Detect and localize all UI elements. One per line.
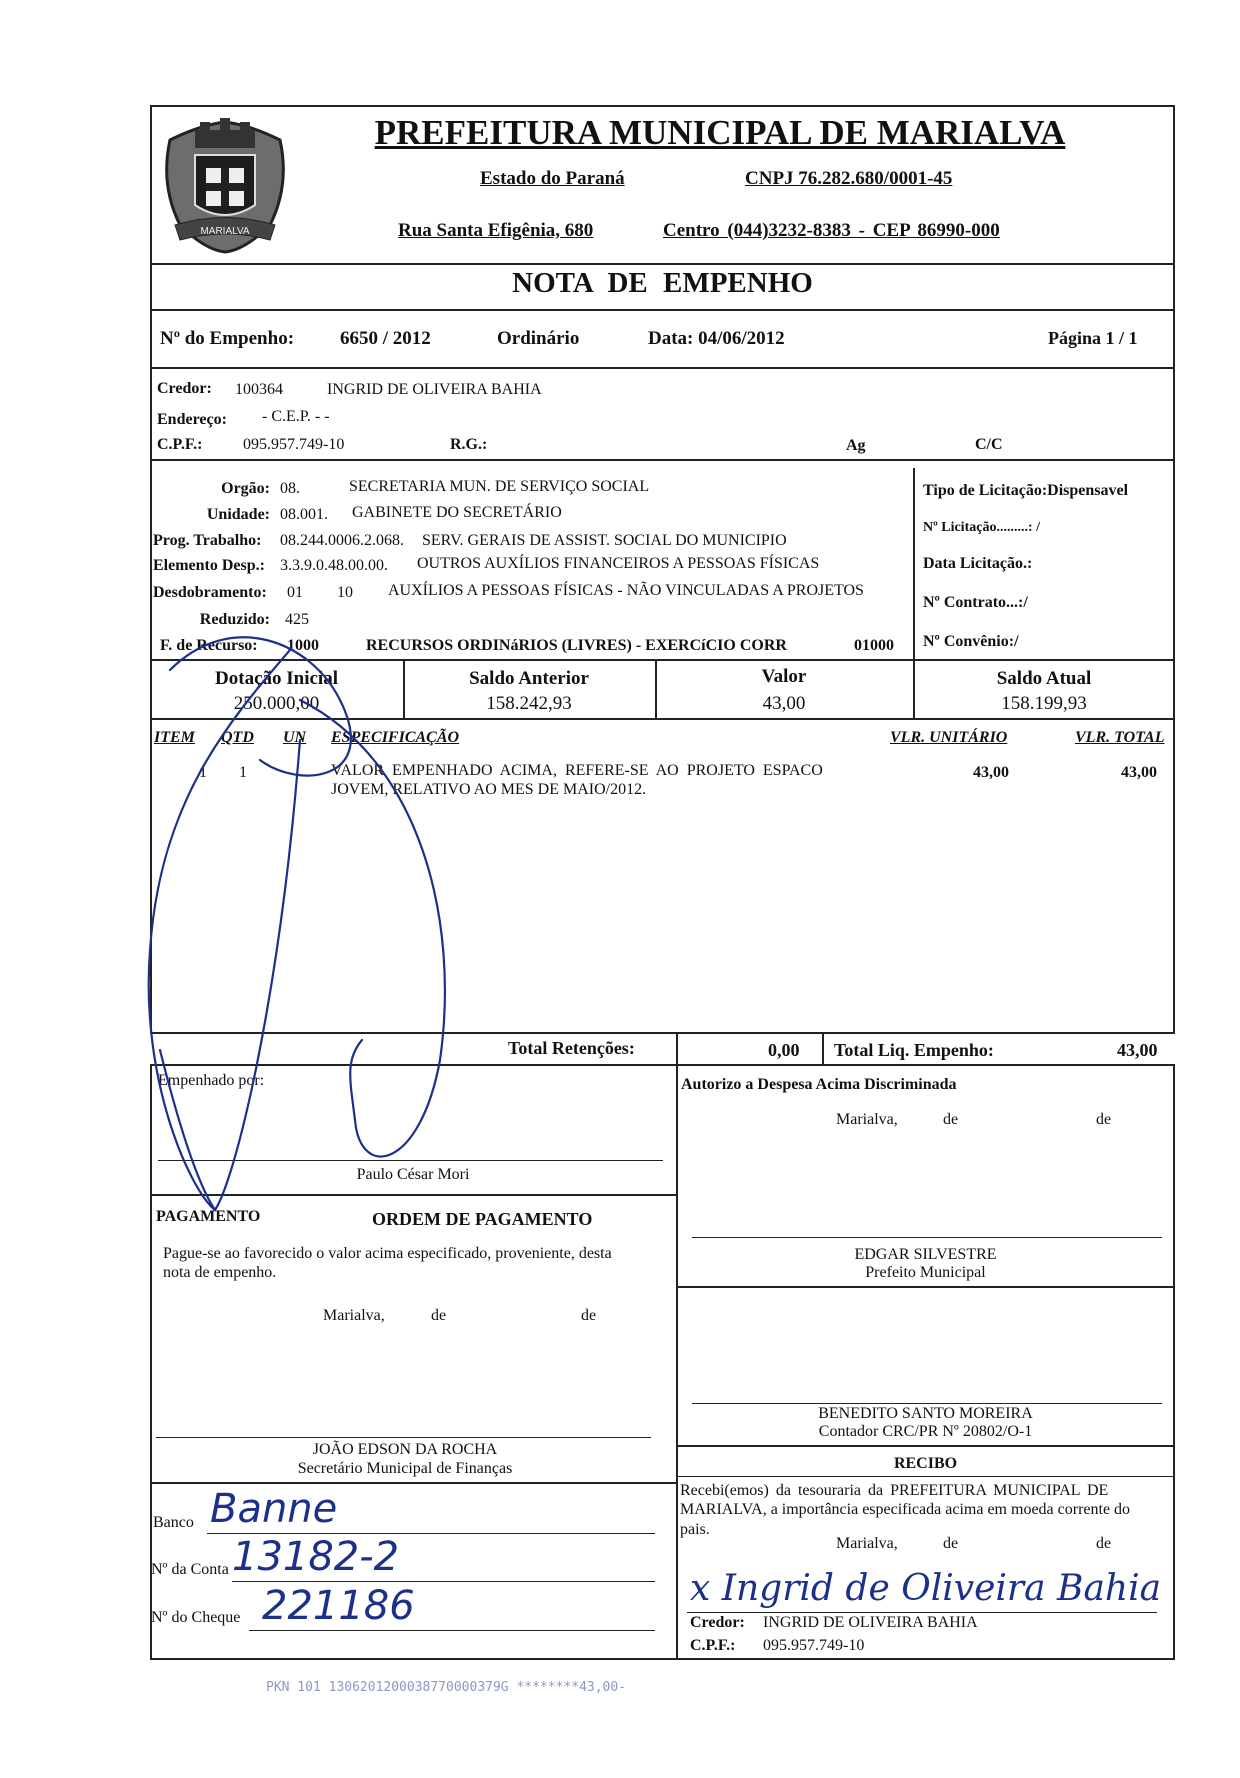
- balance-label: Saldo Atual: [996, 668, 1092, 689]
- budget-divider: [913, 468, 915, 661]
- pagamento-signature-line: [156, 1437, 651, 1438]
- autorizo-title: Autorizo a Despesa Acima Discriminada: [681, 1076, 957, 1093]
- recurso-code2: 01000: [854, 637, 894, 654]
- prefeitura-title: PREFEITURA MUNICIPAL DE MARIALVA: [374, 113, 1066, 152]
- contador-name: BENEDITO SANTO MOREIRA: [818, 1405, 1033, 1422]
- pagamento-label: PAGAMENTO: [156, 1208, 261, 1225]
- cpf-label: C.P.F.:: [157, 436, 203, 453]
- budget-label: Orgão:: [221, 480, 270, 497]
- totals-top: [150, 1032, 1175, 1034]
- items-header-total: VLR. TOTAL: [1075, 729, 1165, 746]
- items-header-unit: VLR. UNITÁRIO: [890, 729, 1008, 746]
- empenho-date: Data: 04/06/2012: [648, 328, 785, 349]
- autorizo-bottom: [676, 1286, 1175, 1288]
- autorizo-role: Prefeito Municipal: [865, 1264, 986, 1281]
- cnpj-label: CNPJ 76.282.680/0001-45: [745, 168, 953, 189]
- autorizo-signature-line: [692, 1237, 1162, 1238]
- item-unit-value: 43,00: [973, 764, 1009, 781]
- budget-code: 3.3.9.0.48.00.00.: [280, 557, 388, 574]
- banco-label: Banco: [153, 1514, 194, 1531]
- empenhado-label: Empenhado por:: [158, 1072, 265, 1089]
- ag-label: Ag: [846, 437, 866, 454]
- svg-text:MARIALVA: MARIALVA: [200, 226, 250, 237]
- credor-label: Credor:: [157, 380, 212, 397]
- balance-value: 158.199,93: [1001, 693, 1087, 714]
- contrato-number: Nº Contrato...:/: [923, 594, 1028, 611]
- pagamento-city: Marialva,: [323, 1307, 385, 1324]
- item-spec-line2: JOVEM, RELATIVO AO MES DE MAIO/2012.: [331, 781, 647, 798]
- cheque-line: [249, 1630, 655, 1631]
- contador-signature-line: [692, 1403, 1162, 1404]
- items-header-item: ITEM: [154, 729, 195, 746]
- banco-value: Banne: [210, 1486, 338, 1532]
- credor-name: INGRID DE OLIVEIRA BAHIA: [327, 381, 542, 398]
- budget-code: 425: [285, 611, 309, 628]
- budget-label: Reduzido:: [199, 611, 270, 628]
- pagamento-text-2: nota de empenho.: [163, 1264, 277, 1281]
- district-phone-cep: Centro (044)3232-8383 - CEP 86990-000: [663, 220, 1000, 241]
- recurso-desc: RECURSOS ORDINáRIOS (LIVRES) - EXERCíCIO CORR: [366, 637, 787, 654]
- recibo-text-3: pais.: [680, 1521, 710, 1538]
- items-header-spec: ESPECIFICAÇÃO: [331, 729, 460, 746]
- pagamento-role: Secretário Municipal de Finanças: [297, 1460, 513, 1477]
- cpf-value: 095.957.749-10: [243, 436, 345, 453]
- balance-label: Valor: [761, 666, 807, 687]
- autorizo-name: EDGAR SILVESTRE: [854, 1246, 997, 1263]
- balance-label: Saldo Anterior: [469, 668, 589, 689]
- licitacao-date: Data Licitação.:: [923, 555, 1033, 572]
- budget-desc: SERV. GERAIS DE ASSIST. SOCIAL DO MUNICIPIO: [422, 532, 787, 549]
- credor-code: 100364: [235, 381, 283, 398]
- pagamento-de2: de: [581, 1307, 597, 1324]
- items-header-un: UN: [283, 729, 307, 746]
- conta-value: 13182-2: [232, 1534, 400, 1580]
- budget-code: 08.: [280, 480, 300, 497]
- licitacao-number: Nº Licitação.........: /: [923, 520, 1040, 535]
- budget-desc: SECRETARIA MUN. DE SERVIÇO SOCIAL: [349, 478, 650, 495]
- autorizo-de2: de: [1096, 1111, 1112, 1128]
- contador-bottom: [676, 1445, 1175, 1447]
- autorizo-de1: de: [943, 1111, 959, 1128]
- address-label: Rua Santa Efigênia, 680: [398, 220, 594, 241]
- conta-label: Nº da Conta: [151, 1561, 229, 1578]
- lower-divider: [676, 1064, 678, 1660]
- empenho-type: Ordinário: [497, 328, 580, 349]
- ordem-pagamento-title: ORDEM DE PAGAMENTO: [372, 1209, 593, 1229]
- pagamento-text-1: Pague-se ao favorecido o valor acima especificado, proveniente, desta: [163, 1245, 612, 1262]
- budget-desc: AUXÍLIOS A PESSOAS FÍSICAS - NÃO VINCULADAS A PROJETOS: [388, 582, 864, 599]
- credor-handwritten-signature: x Ingrid de Oliveira Bahia: [690, 1568, 1162, 1609]
- convenio-number: Nº Convênio:/: [923, 633, 1019, 650]
- pagamento-bottom: [150, 1482, 676, 1484]
- items-header-qtd: QTD: [221, 729, 254, 746]
- total-liq-label: Total Liq. Empenho:: [834, 1040, 994, 1060]
- recurso-code: 1000: [287, 637, 319, 654]
- contador-role: Contador CRC/PR Nº 20802/O-1: [818, 1423, 1033, 1440]
- address-field-value: - C.E.P. - -: [262, 408, 330, 425]
- budget-desc: OUTROS AUXÍLIOS FINANCEIROS A PESSOAS FÍSICAS: [417, 555, 820, 572]
- autorizo-city: Marialva,: [836, 1111, 898, 1128]
- page-number: Página 1 / 1: [1048, 328, 1138, 348]
- balance-value: 250.000,00: [233, 693, 320, 714]
- budget-label: Desdobramento:: [153, 584, 267, 601]
- recibo-title: RECIBO: [893, 1455, 958, 1472]
- item-number: 1: [199, 764, 207, 781]
- recibo-cpf-label: C.P.F.:: [690, 1637, 736, 1654]
- empenho-number-label: Nº do Empenho:: [160, 328, 295, 349]
- balance-value: 158.242,93: [486, 693, 572, 714]
- recibo-city: Marialva,: [836, 1535, 898, 1552]
- recibo-de1: de: [943, 1535, 959, 1552]
- recibo-de2: de: [1096, 1535, 1112, 1552]
- pagamento-top: [150, 1194, 676, 1196]
- recibo-cpf-value: 095.957.749-10: [763, 1637, 865, 1654]
- licitacao-type: [923, 482, 1128, 500]
- totals-divider: [822, 1032, 824, 1066]
- recibo-signature-line: [687, 1612, 1157, 1613]
- balance-value: 43,00: [762, 693, 806, 714]
- total-retencoes-value: 0,00: [768, 1040, 800, 1060]
- cheque-label: Nº do Cheque: [151, 1609, 241, 1626]
- budget-code: 08.001.: [280, 506, 328, 523]
- budget-label: Unidade:: [206, 506, 270, 523]
- budget-label: Elemento Desp.:: [153, 557, 265, 574]
- footer-code: PKN 101 1306201200038770000379G ********43,00-: [266, 1680, 627, 1695]
- recibo-text-2: MARIALVA, a importância especificada acima em moeda corrente do: [680, 1501, 1131, 1518]
- item-qtd: 1: [239, 764, 247, 781]
- empenho-number: 6650 / 2012: [340, 328, 431, 349]
- empenhado-name: Paulo César Mori: [356, 1166, 470, 1183]
- address-field-label: Endereço:: [157, 411, 227, 428]
- rg-label: R.G.:: [450, 436, 488, 453]
- recibo-credor-label: Credor:: [690, 1614, 745, 1631]
- state-label: Estado do Paraná: [480, 168, 625, 189]
- conta-line: [232, 1581, 655, 1582]
- cc-label: C/C: [975, 436, 1003, 453]
- pagamento-name: JOÃO EDSON DA ROCHA: [312, 1441, 498, 1458]
- doc-title: NOTA DE EMPENHO: [512, 267, 813, 299]
- balance-label: Dotação Inicial: [215, 668, 338, 689]
- cheque-value: 221186: [262, 1583, 415, 1629]
- budget-label: Prog. Trabalho:: [153, 532, 262, 549]
- budget-code: 08.244.0006.2.068.: [280, 532, 404, 549]
- licitacao-text: Tipo de Licitação:Dispensavel: [923, 482, 1129, 499]
- recibo-credor-name: INGRID DE OLIVEIRA BAHIA: [763, 1614, 978, 1631]
- recibo-text-1: Recebi(emos) da tesouraria da PREFEITURA MUNICIPAL DE: [680, 1482, 1109, 1499]
- recurso-label: F. de Recurso:: [160, 637, 258, 654]
- total-retencoes-label: Total Retenções:: [508, 1038, 635, 1058]
- budget-desc: GABINETE DO SECRETÁRIO: [352, 504, 562, 521]
- item-spec-line1: VALOR EMPENHADO ACIMA, REFERE-SE AO PROJETO ESPACO: [331, 762, 823, 779]
- pagamento-de1: de: [431, 1307, 447, 1324]
- recibo-rule: [676, 1476, 1175, 1477]
- signature-line: [158, 1160, 663, 1161]
- item-total-value: 43,00: [1121, 764, 1157, 781]
- total-liq-value: 43,00: [1117, 1040, 1158, 1060]
- totals-divider: [676, 1032, 678, 1066]
- budget-code: 01 10: [287, 584, 353, 601]
